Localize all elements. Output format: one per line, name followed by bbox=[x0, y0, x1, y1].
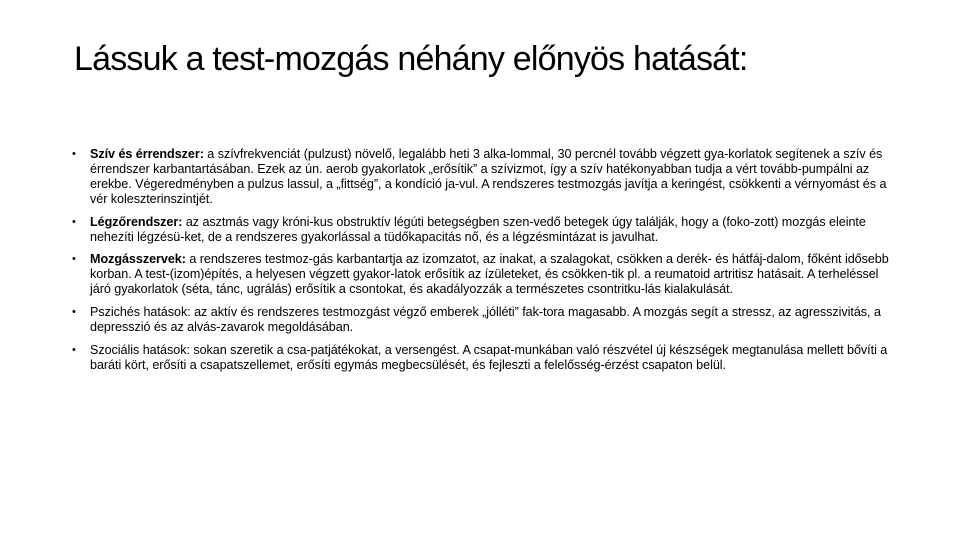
bullet-icon: • bbox=[72, 215, 76, 228]
slide-title: Lássuk a test-mozgás néhány előnyös hatását: bbox=[74, 40, 748, 78]
list-item-psychological bbox=[72, 305, 894, 335]
item-text: Szociális hatások: sokan szeretik a csa-patjátékokat, a versengést. A csapat-munkában való részvétel új készségek megtanulása mellett bővíti a baráti kört, erősíti a csapatszellemet, erősíti egymás megbecsülését, és fejleszti a felelősség-érzést csapaton belül. bbox=[90, 342, 888, 372]
item-text: Pszichés hatások: az aktív és rendszeres testmozgást végző emberek „jólléti” fak-tora magasabb. A mozgás segít a stressz, az agresszivitás, a depresszió és az alvás-zavarok megoldásában. bbox=[90, 305, 881, 335]
bullet-list-container bbox=[72, 147, 894, 381]
item-text: a szívfrekvenciát (pulzust) növelő, legalább heti 3 alka-lommal, 30 percnél tovább végzett gya-korlatok segítenek a szív és érrendszer karbantartásában. Ezek az ún. aerob gyakorlatok „erősítik” a szívizmot, így a szív hatékonyabban tudja a vért tovább-pumpálni az erekbe. Végeredményben a pulzus lassul, a „fittség”, a kondíció ja-vul. A rendszeres testmozgás javítja a keringést, csökkenti a vérnyomást és a vér koleszterinszintjét. bbox=[90, 147, 887, 206]
item-text: a rendszeres testmoz-gás karbantartja az izomzatot, az inakat, a szalagokat, csökken a derék- és hátfáj-dalom, főként idősebb korban. A test-(izom)építés, a helyesen végzett gyakor-latok erősítik az ízületeket, és csökken-tik pl. a reumatoid artritisz hatásait. A terheléssel járó gyakorlatok (séta, tánc, ugrálás) erősítik a csontokat, és akadályozzák a természetes csontritku-lás kialakulását. bbox=[90, 252, 889, 297]
bullet-icon: • bbox=[72, 306, 76, 319]
item-label: Mozgásszervek: bbox=[90, 252, 186, 267]
list-item-social bbox=[72, 343, 894, 373]
list-item-respiratory bbox=[72, 215, 894, 245]
item-label: Légzőrendszer: bbox=[90, 214, 183, 229]
item-text: az asztmás vagy króni-kus obstruktív légúti betegségben szen-vedő betegek úgy találják, hogy a (foko-zott) mozgás eleinte nehezíti légzésü-ket, de a rendszeres gyakorlással a tüdőkapacitás nő, és a légzésmintázat is javulhat. bbox=[90, 214, 866, 244]
bullet-icon: • bbox=[72, 343, 76, 356]
bullet-icon: • bbox=[72, 253, 76, 266]
bullet-list bbox=[72, 147, 894, 373]
bullet-icon: • bbox=[72, 148, 76, 160]
list-item-cardiovascular bbox=[72, 147, 894, 207]
item-label: Szív és érrendszer: bbox=[90, 147, 204, 161]
list-item-musculoskeletal bbox=[72, 252, 894, 297]
